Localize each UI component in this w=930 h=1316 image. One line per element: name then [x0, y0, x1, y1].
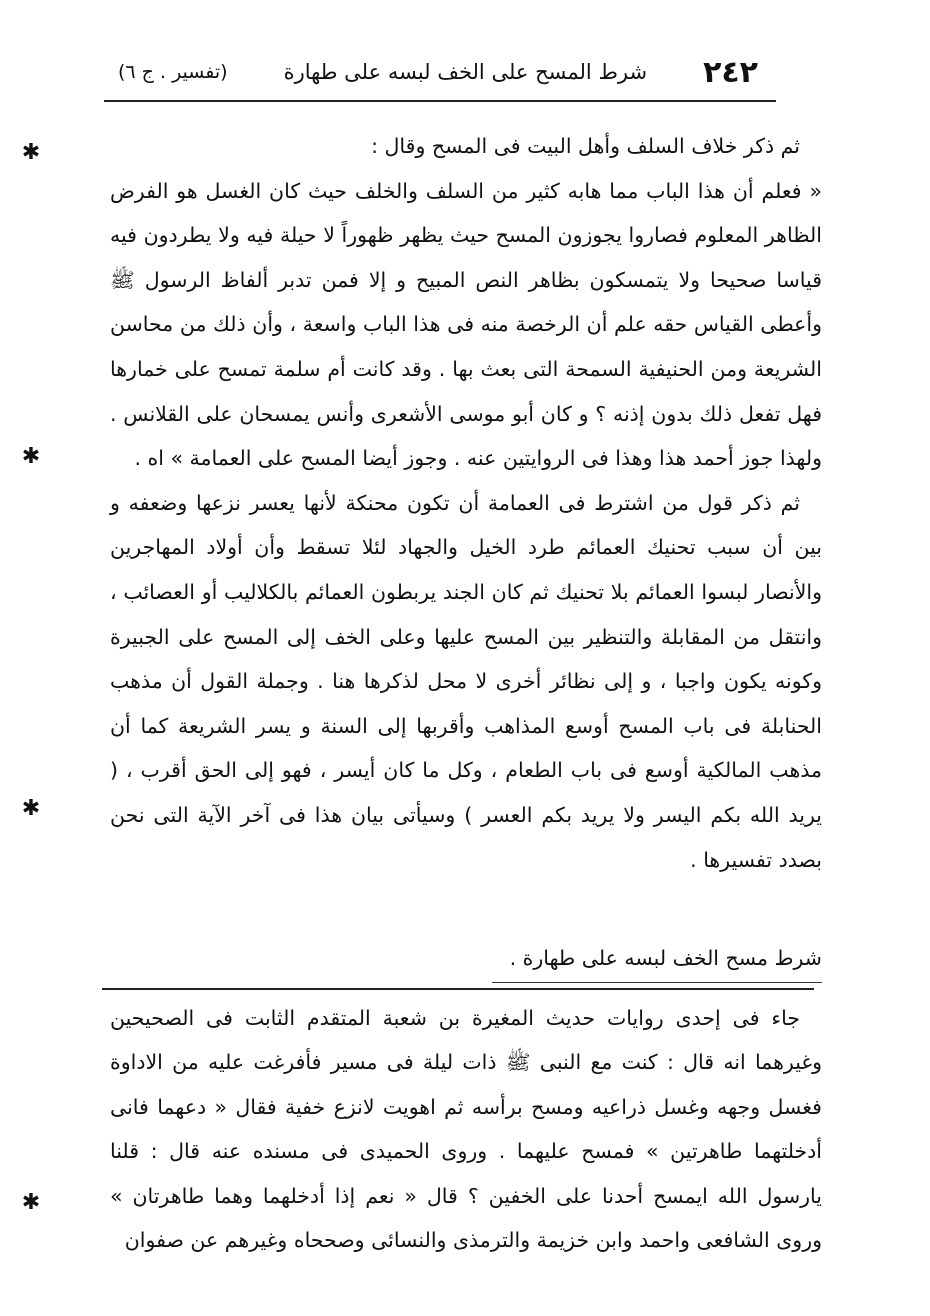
second-paragraph: ثم ذكر قول من اشترط فى العمامة أن تكون محنكة لأنها يعسر نزعها وضعفه و بين أن سبب تحنيك العمائم طرد الخيل والجهاد لئلا تسقط وأن أولاد المهاجرين والأنصار لبسوا العمائم بلا تحنيك ثم كان الجند يربطون العمائم بالكلاليب أو العصائب ، وانتقل من المقابلة والتنظير بين المسح عليها وعلى الخف إلى المسح على الجبيرة وكونه يكون واجبا ، و إلى نظائر أخرى لا محل لذكرها هنا . وجملة القول أن مذهب الحنابلة فى باب المسح أوسع المذاهب وأقربها إلى السنة و يسر الشريعة كما أن مذهب المالكية أوسع فى باب الطعام ، وكل ما كان أيسر ، فهو إلى الحق أقرب ، ( يريد الله بكم اليسر ولا يريد بكم العسر ) وسيأتى بيان هذا فى آخر الآية التى نحن بصدد تفسيرها . — [110, 490, 822, 872]
section-heading-block — [110, 940, 822, 983]
asterisk-ornament-icon: ✱ — [21, 444, 41, 469]
asterisk-ornament-icon: ✱ — [21, 1190, 41, 1215]
quotation-paragraph: « فعلم أن هذا الباب مما هابه كثير من السلف والخلف حيث كان الغسل هو الفرض الظاهر المعلوم فصاروا يجوزون المسح حيث يظهر ظهوراً لا حيلة فيه ولا يطردون فيه قياسا صحيحا ولا يتمسكون بظاهر النص المبيح و إلا فمن تدبر ألفاظ الرسول ﷺ وأعطى القياس حقه علم أن الرخصة منه فى هذا الباب واسعة ، وأن ذلك من محاسن الشريعة ومن الحنيفية السمحة التى بعث بها . وقد كانت أم سلمة تمسح على خمارها فهل تفعل ذلك بدون إذنه ؟ و كان أبو موسى الأشعرى وأنس يمسحان على القلانس . ولهذا جوز أحمد هذا وهذا فى الروايتين عنه . وجوز أيضا المسح على العمامة » اه . — [110, 178, 822, 471]
main-text-block — [110, 124, 822, 882]
intro-line: ثم ذكر خلاف السلف وأهل البيت فى المسح وقال : — [371, 134, 800, 158]
page-number: ٢٤٢ — [703, 54, 758, 90]
page-header — [118, 52, 758, 92]
section-heading: شرط مسح الخف لبسه على طهارة . — [492, 940, 822, 983]
section-divider — [102, 988, 814, 990]
volume-reference: (تفسير . ج ٦) — [118, 61, 228, 83]
running-title: شرط المسح على الخف لبسه على طهارة — [283, 60, 648, 84]
asterisk-ornament-icon: ✱ — [21, 796, 41, 821]
asterisk-ornament-icon: ✱ — [21, 140, 41, 165]
header-rule — [104, 100, 776, 102]
third-paragraph: جاء فى إحدى روايات حديث المغيرة بن شعبة المتقدم الثابت فى الصحيحين وغيرهما انه قال : كنت مع النبى ﷺ ذات ليلة فى مسير فأفرغت عليه من الاداوة فغسل وجهه وغسل ذراعيه ومسح برأسه ثم اهويت لانزع خفية فقال « دعهما فانى أدخلتهما طاهرتين » فمسح عليهما . وروى الحميدى فى مسنده عنه قال : قلنا يارسول الله ايمسح أحدنا على الخفين ؟ قال « نعم إذا أدخلهما وهما طاهرتان » وروى الشافعى واحمد وابن خزيمة والترمذى والنسائى وصححاه وغيرهم عن صفوان — [110, 1006, 822, 1253]
